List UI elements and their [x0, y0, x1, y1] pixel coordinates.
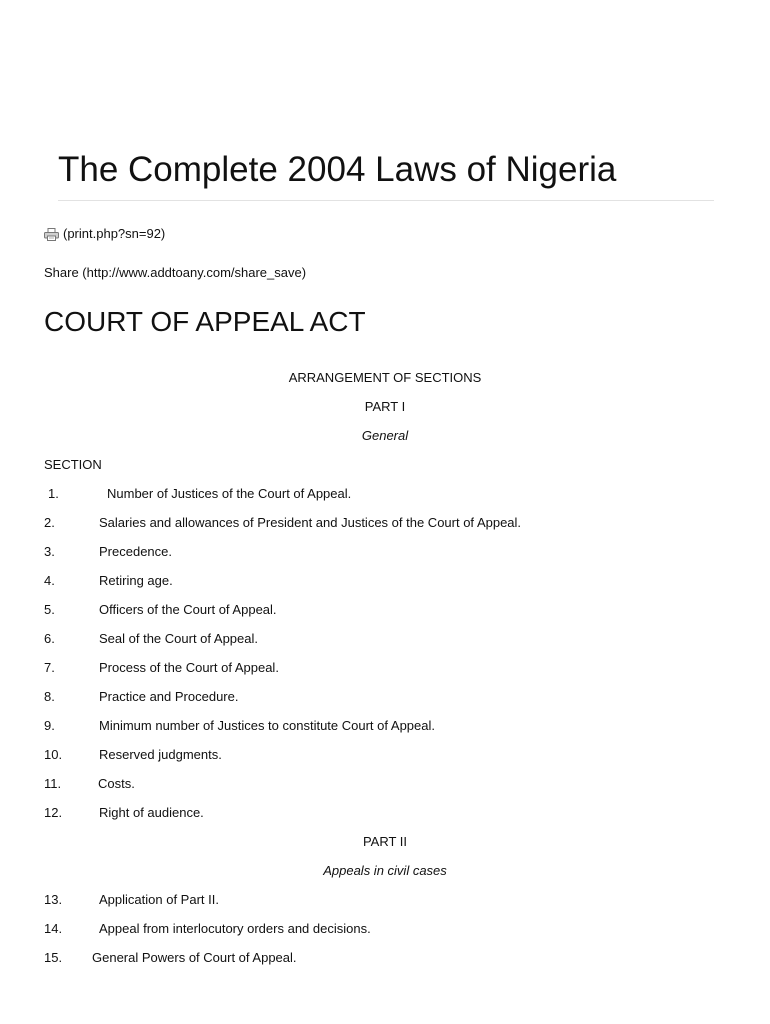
toc-title: Right of audience.	[99, 805, 204, 820]
toc-number: 15.	[44, 950, 63, 965]
toc-number: 6.	[44, 631, 55, 646]
toc-title: Officers of the Court of Appeal.	[99, 602, 277, 617]
toc-title: Salaries and allowances of President and Justices of the Court of Appeal.	[99, 515, 522, 530]
toc-number: 7.	[44, 660, 55, 675]
toc-number: 10.	[44, 747, 63, 762]
toc-title: Reserved judgments.	[99, 747, 222, 762]
printer-icon[interactable]	[44, 228, 59, 241]
toc-number: 11.	[44, 776, 62, 791]
toc-number: 4.	[44, 573, 55, 588]
toc-number: 13.	[44, 892, 63, 907]
part-1-label: PART I	[364, 399, 406, 414]
toc-title: Application of Part II.	[99, 892, 219, 907]
toc-title: Seal of the Court of Appeal.	[99, 631, 258, 646]
toc-number: 3.	[44, 544, 55, 559]
part-2-label: PART II	[362, 834, 408, 849]
toc-title: Retiring age.	[99, 573, 173, 588]
part-1-subtitle: General	[361, 428, 409, 443]
toc-number: 14.	[44, 921, 63, 936]
toc-title: Minimum number of Justices to constitute Court of Appeal.	[99, 718, 435, 733]
toc-title: General Powers of Court of Appeal.	[92, 950, 297, 965]
toc-number: 2.	[44, 515, 55, 530]
toc-title: Number of Justices of the Court of Appeal.	[107, 486, 352, 501]
toc-number: 5.	[44, 602, 55, 617]
arrangement-heading: ARRANGEMENT OF SECTIONS	[288, 370, 482, 385]
toc-title: Practice and Procedure.	[99, 689, 239, 704]
toc-number: 1.	[48, 486, 59, 501]
toc-title: Appeal from interlocutory orders and decisions.	[99, 921, 371, 936]
print-link[interactable]	[44, 226, 165, 242]
site-title: The Complete 2004 Laws of Nigeria	[58, 150, 714, 201]
toc-number: 8.	[44, 689, 55, 704]
toc-title: Process of the Court of Appeal.	[99, 660, 279, 675]
print-link-text[interactable]: (print.php?sn=92)	[63, 226, 166, 241]
toc-number: 12.	[44, 805, 63, 820]
act-title: COURT OF APPEAL ACT	[44, 306, 366, 337]
toc-title: Costs.	[98, 776, 135, 791]
share-link[interactable]: Share (http://www.addtoany.com/share_save)	[44, 265, 307, 280]
toc-title: Precedence.	[99, 544, 172, 559]
toc-number: 9.	[44, 718, 55, 733]
part-2-subtitle: Appeals in civil cases	[323, 863, 447, 878]
section-label: SECTION	[44, 457, 102, 472]
